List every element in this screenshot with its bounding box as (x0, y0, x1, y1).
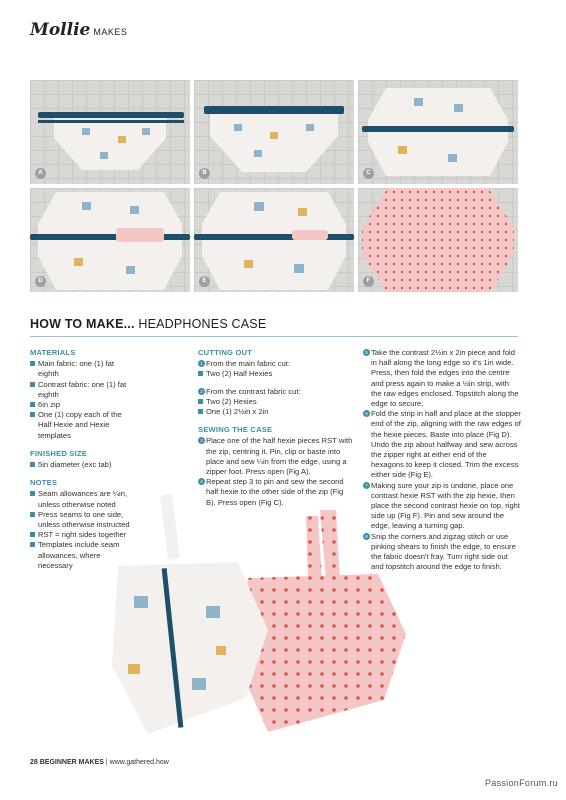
fabric-panel-zip-centred-photo (194, 80, 354, 184)
bullet-square-icon (30, 462, 35, 467)
step-number-badge: 2 (198, 388, 205, 395)
list-item: Two (2) Half Hexies (198, 369, 353, 379)
brand-script: Mollie (30, 20, 91, 40)
step-item: 1 From the main fabric cut: (198, 359, 353, 369)
list-item: 6in zip (30, 400, 130, 410)
heading-rule (30, 336, 518, 337)
heading-light: HEADPHONES CASE (138, 317, 267, 331)
section-heading (30, 317, 266, 331)
step-number-badge: 4 (198, 478, 205, 485)
photo-label: E (199, 276, 210, 287)
list-item: 5in diameter (exc tab) (30, 460, 130, 470)
list-item: Main fabric: one (1) fat eighth (30, 359, 130, 379)
notes-heading: NOTES (30, 478, 58, 488)
finished-size-heading: FINISHED SIZE (30, 448, 88, 458)
step-number-badge: 3 (198, 437, 205, 444)
step-photo-grid (30, 80, 518, 294)
strip-folded-photo (194, 188, 354, 292)
watermark: PassionForum.ru (484, 778, 558, 788)
list-item: Templates include seam allowances, where necessary (30, 540, 130, 571)
step-number-badge: 6 (363, 410, 370, 417)
bullet-square-icon (30, 542, 35, 547)
heading-bold: HOW TO MAKE... (30, 317, 135, 331)
page-number: 28 (30, 759, 38, 766)
photo-label: D (35, 276, 46, 287)
photo-label: C (363, 168, 374, 179)
list-item: Seam allowances are ¼in, unless otherwise noted (30, 489, 130, 509)
bullet-square-icon (30, 382, 35, 387)
step-item: 2 From the contrast fabric cut: (198, 387, 353, 397)
bullet-square-icon (198, 371, 203, 376)
photo-label: F (363, 276, 374, 287)
sewing-heading: SEWING THE CASE (198, 425, 273, 435)
photo-label: A (35, 168, 46, 179)
bullet-square-icon (198, 399, 203, 404)
bullet-square-icon (30, 361, 35, 366)
step-item: 8 Snip the corners and zigzag stitch or use pinking shears to finish the edge, to ensure the fabric doesn't fray. Turn right side out and topstitch around the edge to finish. (363, 532, 521, 573)
step-number-badge: 8 (363, 533, 370, 540)
list-item: RST = right sides together (30, 530, 130, 540)
cutting-sewing-column (198, 348, 353, 508)
step-item: 7 Making sure your zip is undone, place one contrast hexie RST with the zip hexie, then place the second contrast hexie on top, right side up (Fig F). Pin and sew around the edge, leaving a turning gap. (363, 481, 521, 532)
step-item: 3 Place one of the half hexie pieces RST with the zip, centring it. Pin, clip or baste into place and sew ¼in from the edge, using a zipper foot. Press open (Fig A). (198, 436, 353, 477)
step-number-badge: 7 (363, 482, 370, 489)
step-item: 5 Take the contrast 2½in x 2in piece and fold in half along the long edge so it's 1in wide. Press, then fold the edges into the centre and press again to make a ½in strip, with the raw edges enclosed. Topstitch along the edge to secure. (363, 348, 521, 409)
step-number-badge: 5 (363, 349, 370, 356)
photo-label: B (199, 168, 210, 179)
contrast-strip-on-zip-photo (30, 188, 190, 292)
list-item: Contrast fabric: one (1) fat eighth (30, 380, 130, 400)
step-item: 4 Repeat step 3 to pin and sew the second half hexie to the other side of the zip (Fig B). Press open (Fig C). (198, 477, 353, 508)
cutting-out-heading: CUTTING OUT (198, 348, 253, 357)
bullet-square-icon (30, 412, 35, 417)
list-item: Press seams to one side, unless otherwise instructed (30, 510, 130, 530)
bullet-square-icon (198, 409, 203, 414)
list-item: One (1) copy each of the Half Hexie and Hexie templates (30, 410, 130, 441)
footer-separator: | (105, 759, 108, 766)
brand-suffix: MAKES (93, 27, 128, 37)
bullet-square-icon (30, 512, 35, 517)
materials-heading: MATERIALS (30, 348, 76, 357)
hexie-with-zip-open-photo (358, 80, 518, 184)
step-item: 6 Fold the strip in half and place at the stopper end of the zip, aligning with the raw edges of the hexie pieces. Baste into place (Fig D). Undo the zip about halfway and sew across the zipper right at either end of the hexagons to keep it closed. Trim the excess either side (Fig E). (363, 409, 521, 480)
finished-headphones-cases-photo (88, 488, 508, 768)
page-footer (30, 759, 169, 766)
footer-url: www.gathered.how (109, 759, 169, 766)
bullet-square-icon (30, 532, 35, 537)
bullet-square-icon (30, 402, 35, 407)
list-item: One (1) 2½in x 2in (198, 407, 353, 417)
bullet-square-icon (30, 491, 35, 496)
fabric-panel-with-zip-photo (30, 80, 190, 184)
brand-logo (30, 20, 127, 40)
footer-section: BEGINNER MAKES (39, 759, 104, 766)
step-number-badge: 1 (198, 360, 205, 367)
list-item: Two (2) Hexies (198, 397, 353, 407)
polka-dot-hexie-photo (358, 188, 518, 292)
